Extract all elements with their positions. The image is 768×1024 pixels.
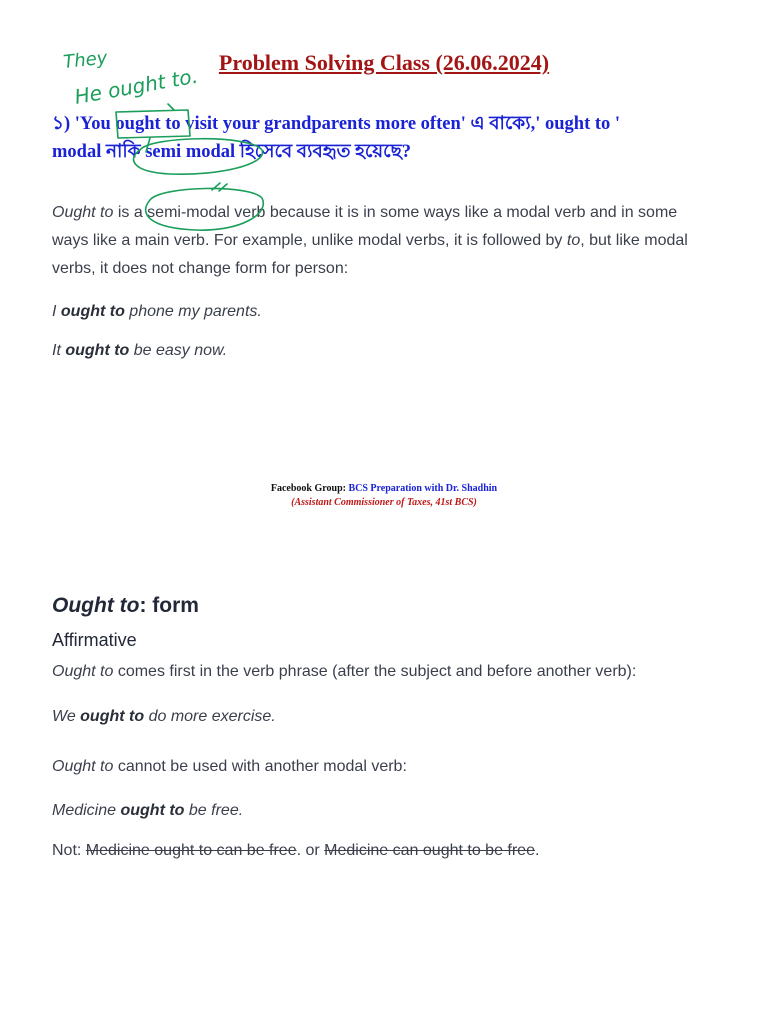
example-pre: I — [52, 303, 61, 320]
example-bold: ought to — [65, 342, 130, 359]
example-pre: We — [52, 708, 81, 725]
incorrect-example: Medicine ought to can be free — [85, 842, 297, 859]
example-sentence — [52, 342, 227, 360]
rule-line-2 — [52, 758, 407, 776]
explanation-paragraph — [52, 199, 717, 283]
explanation-text-a: is a semi-modal verb because it is in some ways like a modal verb and in some ways like a main verb. For example, unlike modal verbs, it is followed by — [52, 204, 678, 249]
example-sentence — [52, 802, 243, 820]
ink-word-he-ought-to: He ought to. — [72, 63, 200, 109]
ink-tick — [212, 183, 227, 191]
rule-line-1 — [52, 663, 636, 681]
rule-text: comes first in the verb phrase (after the subject and before another verb): — [113, 663, 637, 680]
subheading-affirmative: Affirmative — [52, 630, 137, 650]
example-bold: ought to — [80, 708, 145, 725]
section-heading-term: Ought to — [52, 594, 140, 617]
explanation-term: Ought to — [52, 204, 114, 221]
example-sentence — [52, 303, 262, 321]
example-pre: It — [52, 342, 66, 359]
explanation-to: to — [566, 232, 581, 249]
explanation-text-b: , but like modal verbs, it does not change form for person: — [52, 232, 688, 277]
example-sentence — [52, 708, 276, 726]
example-bold: ought to — [120, 802, 185, 819]
example-post: phone my parents. — [124, 303, 262, 320]
facebook-group-label: Facebook Group: — [270, 483, 349, 494]
page-title: Problem Solving Class (26.06.2024) — [218, 50, 550, 75]
incorrect-examples — [52, 842, 539, 860]
section-heading — [52, 594, 199, 618]
question — [52, 110, 712, 166]
incorrect-example: Medicine can ought to be free — [324, 842, 535, 859]
author-role: (Assistant Commissioner of Taxes, 41st BCS) — [291, 497, 477, 508]
example-post: be free. — [184, 802, 244, 819]
facebook-group-name: BCS Preparation with Dr. Shadhin — [348, 483, 498, 494]
rule-text: cannot be used with another modal verb: — [113, 758, 407, 775]
question-line-1: ১) 'You ought to visit your grandparents more often' এ বাক্যে,' ought to ' — [52, 114, 621, 134]
question-line-2: modal নাকি semi modal হিসেবে ব্যবহৃত হয়েছে? — [52, 142, 412, 162]
section-heading-rest: : form — [139, 594, 199, 617]
example-bold: ought to — [60, 303, 125, 320]
rule-term: Ought to — [52, 663, 114, 680]
example-post: do more exercise. — [144, 708, 276, 725]
ink-word-they: They — [62, 47, 109, 73]
not-label: Not: — [52, 842, 86, 859]
example-post: be easy now. — [129, 342, 228, 359]
facebook-group-credit — [0, 483, 768, 494]
rule-term: Ought to — [52, 758, 114, 775]
example-pre: Medicine — [52, 802, 121, 819]
end-period: . — [534, 842, 540, 859]
or-text: . or — [296, 842, 325, 859]
